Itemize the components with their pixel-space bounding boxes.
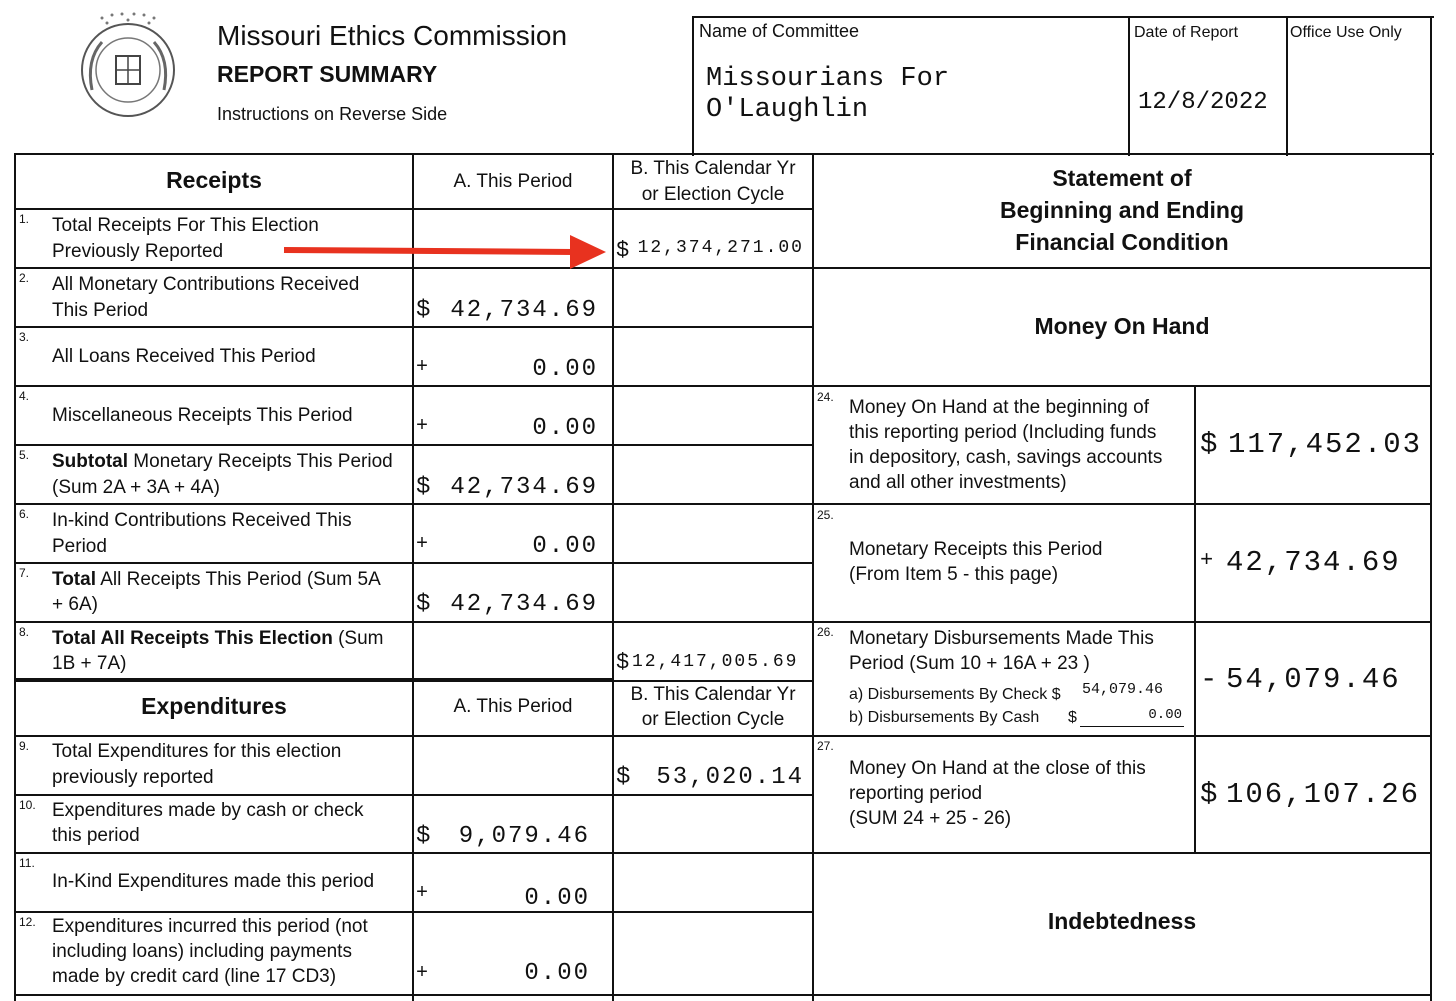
row-col-a-value: 0.00 bbox=[532, 533, 598, 560]
org-name: Missouri Ethics Commission bbox=[217, 20, 568, 51]
row-col-a-sign: + bbox=[416, 533, 429, 556]
row-col-b-sign: $ bbox=[616, 238, 630, 263]
statement-heading-line-1: Statement of bbox=[1052, 165, 1192, 191]
row-col-a-value: 42,734.69 bbox=[450, 591, 598, 618]
office-use-label: Office Use Only bbox=[1290, 24, 1402, 41]
receipts-col-b-header-line-1: B. This Calendar Yr bbox=[630, 158, 796, 179]
row-label-line-1: All Loans Received This Period bbox=[52, 346, 316, 367]
row-number: 3. bbox=[19, 330, 30, 344]
row-label-line-1 bbox=[52, 567, 381, 592]
row-label-line-1: Expenditures made by cash or check bbox=[52, 800, 364, 821]
expenditures-col-a-header: A. This Period bbox=[453, 696, 573, 717]
row-col-a-value: 0.00 bbox=[524, 960, 590, 987]
expenditures-col-b-header-line-1: B. This Calendar Yr bbox=[630, 684, 796, 705]
expenditures-heading: Expenditures bbox=[141, 693, 287, 719]
row-col-b-value: 12,417,005.69 bbox=[632, 652, 799, 672]
report-title: REPORT SUMMARY bbox=[217, 61, 438, 87]
row-label-bold: Subtotal bbox=[52, 451, 128, 472]
row-label-line-1: Total Receipts For This Election bbox=[52, 215, 319, 236]
disbursement-check-label: a) Disbursements By Check $ bbox=[849, 686, 1061, 703]
committee-name-line-1: Missourians For bbox=[706, 64, 950, 94]
row-label-line-1: Money On Hand at the beginning of bbox=[849, 397, 1149, 418]
row-col-a-sign: + bbox=[416, 882, 429, 905]
row-amount-value: 42,734.69 bbox=[1226, 546, 1401, 579]
row-label-line-3: made by credit card (line 17 CD3) bbox=[52, 966, 337, 987]
row-amount-sign: - bbox=[1200, 663, 1220, 696]
receipts-col-b-header-line-2: or Election Cycle bbox=[641, 184, 785, 205]
row-label-rest: Monetary Receipts This Period bbox=[128, 451, 393, 472]
row-col-a-value: 42,734.69 bbox=[450, 474, 598, 501]
row-number: 24. bbox=[817, 390, 834, 404]
row-label-line-1: Monetary Receipts this Period bbox=[849, 539, 1103, 560]
red-arrow-annotation bbox=[282, 232, 612, 272]
row-label-line-2: (From Item 5 - this page) bbox=[849, 564, 1059, 585]
row-amount-sign: + bbox=[1200, 548, 1216, 573]
row-col-a-sign: + bbox=[416, 962, 429, 985]
row-label-bold: Total All Receipts This Election bbox=[52, 628, 333, 649]
row-amount-value: 54,079.46 bbox=[1226, 663, 1401, 696]
row-label-line-1: Miscellaneous Receipts This Period bbox=[52, 405, 353, 426]
statement-heading-line-3: Financial Condition bbox=[1015, 229, 1229, 255]
row-amount-value: 117,452.03 bbox=[1228, 428, 1423, 461]
committee-name-line-2: O'Laughlin bbox=[706, 95, 869, 125]
row-label-line-2: previously reported bbox=[52, 767, 214, 788]
row-label-line-2: this period bbox=[52, 825, 140, 846]
row-number: 11. bbox=[19, 856, 35, 870]
row-number: 8. bbox=[19, 625, 30, 639]
commission-seal bbox=[72, 10, 184, 122]
disbursement-cash-underline bbox=[1080, 726, 1184, 727]
report-date: 12/8/2022 bbox=[1138, 89, 1268, 116]
disbursement-check-value: 54,079.46 bbox=[1082, 681, 1164, 698]
row-amount-sign: $ bbox=[1200, 428, 1220, 461]
row-number: 4. bbox=[19, 389, 30, 403]
row-label-rest: (Sum bbox=[332, 628, 384, 649]
money-on-hand-heading: Money On Hand bbox=[1034, 313, 1210, 339]
row-label-line-2: This Period bbox=[52, 300, 149, 321]
row-col-a-sign: $ bbox=[416, 474, 431, 501]
row-number: 1. bbox=[19, 212, 30, 226]
row-label-rest: All Receipts This Period (Sum 5A bbox=[95, 569, 381, 590]
row-label-line-2: + 6A) bbox=[52, 594, 98, 615]
row-number: 2. bbox=[19, 271, 30, 285]
row-label-line-4: and all other investments) bbox=[849, 472, 1067, 493]
row-col-a-sign: $ bbox=[416, 823, 431, 850]
row-label-line-2: including loans) including payments bbox=[52, 941, 352, 962]
disbursement-cash-value: 0.00 bbox=[1148, 707, 1182, 723]
row-number: 12. bbox=[19, 915, 36, 929]
row-col-b-value: 12,374,271.00 bbox=[637, 238, 804, 258]
expenditures-col-b-header-line-2: or Election Cycle bbox=[641, 709, 785, 730]
committee-label: Name of Committee bbox=[699, 21, 860, 41]
indebtedness-heading: Indebtedness bbox=[1047, 908, 1197, 934]
row-col-b-sign: $ bbox=[616, 650, 630, 675]
row-label-line-2: Period bbox=[52, 536, 107, 557]
instructions-note: Instructions on Reverse Side bbox=[217, 104, 448, 124]
row-label-line-2: (Sum 2A + 3A + 4A) bbox=[52, 477, 220, 498]
row-col-a-value: 0.00 bbox=[532, 415, 598, 442]
row-label-line-1: In-Kind Expenditures made this period bbox=[52, 871, 375, 892]
row-number: 6. bbox=[19, 507, 30, 521]
row-label-line-2: reporting period bbox=[849, 783, 983, 804]
row-number: 5. bbox=[19, 448, 30, 462]
date-label: Date of Report bbox=[1134, 24, 1239, 41]
row-number: 26. bbox=[817, 625, 834, 639]
row-label-line-1: All Monetary Contributions Received bbox=[52, 274, 360, 295]
statement-heading-line-2: Beginning and Ending bbox=[999, 197, 1245, 223]
row-col-a-sign: $ bbox=[416, 591, 431, 618]
row-label-line-3: in depository, cash, savings accounts bbox=[849, 447, 1163, 468]
row-col-a-sign: $ bbox=[416, 297, 431, 324]
row-col-b-sign: $ bbox=[616, 764, 631, 791]
row-label-line-2: 1B + 7A) bbox=[52, 653, 127, 674]
row-label-line-1: Money On Hand at the close of this bbox=[849, 758, 1146, 779]
row-label-line-2: Previously Reported bbox=[52, 241, 224, 262]
row-label-bold: Total bbox=[52, 569, 96, 590]
row-number: 25. bbox=[817, 508, 834, 522]
row-amount-value: 106,107.26 bbox=[1226, 778, 1421, 811]
row-label-line-2: this reporting period (Including funds bbox=[849, 422, 1157, 443]
row-label-line-1 bbox=[52, 626, 384, 651]
row-col-a-value: 0.00 bbox=[524, 885, 590, 912]
row-label-line-3: (SUM 24 + 25 - 26) bbox=[849, 808, 1012, 829]
row-col-a-value: 9,079.46 bbox=[458, 823, 590, 850]
row-label-line-2: Period (Sum 10 + 16A + 23 ) bbox=[849, 653, 1090, 674]
row-number: 10. bbox=[19, 798, 36, 812]
disbursement-cash-sign: $ bbox=[1068, 709, 1077, 726]
row-col-a-sign: + bbox=[416, 356, 429, 379]
row-col-a-sign: + bbox=[416, 415, 429, 438]
row-number: 7. bbox=[19, 566, 30, 580]
row-number: 27. bbox=[817, 739, 834, 753]
row-amount-sign: $ bbox=[1200, 778, 1220, 811]
receipts-heading: Receipts bbox=[166, 167, 262, 193]
row-col-a-value: 42,734.69 bbox=[450, 297, 598, 324]
row-label-line-1: Monetary Disbursements Made This bbox=[849, 628, 1154, 649]
row-label-line-1: Total Expenditures for this election bbox=[52, 741, 342, 762]
row-label-line-1: In-kind Contributions Received This bbox=[52, 510, 352, 531]
disbursement-cash-label: b) Disbursements By Cash bbox=[849, 709, 1040, 726]
row-label-line-1 bbox=[52, 449, 393, 474]
row-col-a-value: 0.00 bbox=[532, 356, 598, 383]
row-label-line-1: Expenditures incurred this period (not bbox=[52, 916, 368, 937]
row-col-b-value: 53,020.14 bbox=[656, 764, 804, 791]
receipts-col-a-header: A. This Period bbox=[453, 171, 573, 192]
row-number: 9. bbox=[19, 739, 30, 753]
